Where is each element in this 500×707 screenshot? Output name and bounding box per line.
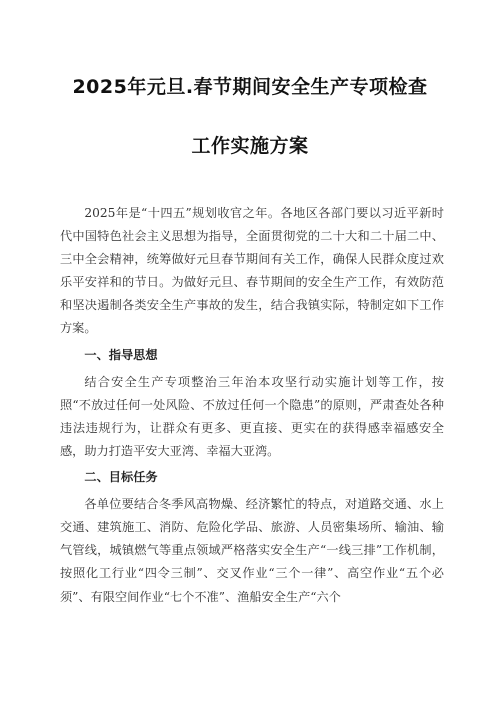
section-heading-objectives: 二、目标任务 — [84, 470, 158, 485]
intro-paragraph: 2025年是“十四五”规划收官之年。各地区各部门要以习近平新时代中国特色社会主义思想为指导，全面贯彻党的二十大和二十届二中、三中全会精神，统筹做好元旦春节期间有关工作，确保人民群众度过欢乐平安祥和的节日。为做好元旦、春节期间的安全生产工作，有效防范和坚决遏制各类安全生产事故的发生，结合我镇实际，特制定如下工作方案。 — [60, 206, 444, 336]
section-paragraph-objectives: 各单位要结合冬季风高物燥、经济繁忙的特点，对道路交通、水上交通、建筑施工、消防、危险化学品、旅游、人员密集场所、输油、输气管线，城镇燃气等重点领域严格落实安全生产“一线三排”工作机制，按照化工行业“四令三制”、交叉作业“三个一律”、高空作业“五个必须”、有限空间作业“七个不准”、渔船安全生产“六个 — [60, 497, 444, 604]
document-body — [60, 202, 444, 609]
section-paragraph-guiding-ideology: 结合安全生产专项整治三年治本攻坚行动实施计划等工作，按照“不放过任何一处风险、不放过任何一个隐患”的原则，严肃查处各种违法违规行为，让群众有更多、更直接、更实在的获得感幸福感安全感，助力打造平安大亚湾、幸福大亚湾。 — [60, 374, 444, 458]
document-title-line1: 2025年元旦.春节期间安全生产专项检查 — [72, 76, 428, 98]
document-title-line2: 工作实施方案 — [191, 135, 309, 157]
section-heading-guiding-ideology: 一、指导思想 — [84, 347, 158, 362]
